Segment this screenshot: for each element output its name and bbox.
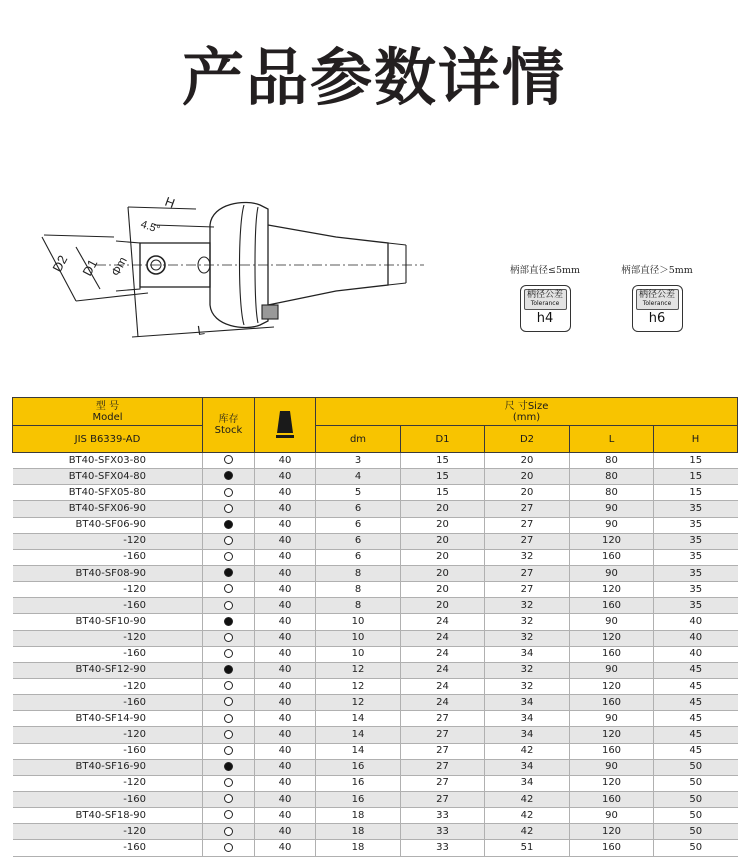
- out-of-stock-icon: [224, 601, 233, 610]
- stock-cell: [203, 533, 255, 549]
- model-cell: -160: [13, 549, 203, 565]
- out-of-stock-icon: [224, 827, 233, 836]
- d2-cell: 27: [485, 533, 570, 549]
- tolerance-label-cn: 柄径公差: [526, 290, 563, 300]
- model-cell: -120: [13, 678, 203, 694]
- h-cell: 35: [654, 598, 738, 614]
- model-cell: BT40-SFX03-80: [13, 453, 203, 469]
- header-stock: 库存 Stock: [203, 398, 255, 453]
- model-cell: -120: [13, 824, 203, 840]
- d1-cell: 15: [401, 469, 485, 485]
- l-cell: 80: [570, 469, 654, 485]
- quantity-cell: 40: [255, 678, 316, 694]
- l-cell: 120: [570, 630, 654, 646]
- model-cell: BT40-SF06-90: [13, 517, 203, 533]
- dm-cell: 14: [316, 727, 401, 743]
- d2-cell: 42: [485, 824, 570, 840]
- d1-cell: 24: [401, 630, 485, 646]
- d2-cell: 20: [485, 453, 570, 469]
- label-d2: D2: [49, 252, 71, 275]
- d1-cell: 27: [401, 775, 485, 791]
- out-of-stock-icon: [224, 584, 233, 593]
- d2-cell: 32: [485, 630, 570, 646]
- model-cell: BT40-SF18-90: [13, 808, 203, 824]
- dm-cell: 18: [316, 808, 401, 824]
- quantity-cell: 40: [255, 743, 316, 759]
- d2-cell: 27: [485, 501, 570, 517]
- quantity-cell: 40: [255, 517, 316, 533]
- tolerance-label-en: Tolerance: [530, 300, 560, 307]
- stock-cell: [203, 582, 255, 598]
- h-cell: 35: [654, 501, 738, 517]
- d1-cell: 20: [401, 565, 485, 581]
- stock-cell: [203, 759, 255, 775]
- tolerance-value: h6: [648, 311, 666, 326]
- d2-cell: 32: [485, 678, 570, 694]
- dm-cell: 4: [316, 469, 401, 485]
- out-of-stock-icon: [224, 681, 233, 690]
- l-cell: 160: [570, 549, 654, 565]
- d2-cell: 51: [485, 840, 570, 856]
- l-cell: 90: [570, 662, 654, 678]
- model-cell: -160: [13, 791, 203, 807]
- in-stock-icon: [224, 520, 233, 529]
- label-l: L: [196, 322, 206, 338]
- dm-cell: 16: [316, 775, 401, 791]
- header-model: 型 号 Model: [13, 398, 203, 426]
- quantity-cell: 40: [255, 727, 316, 743]
- dm-cell: 12: [316, 695, 401, 711]
- h-cell: 50: [654, 775, 738, 791]
- quantity-cell: 40: [255, 662, 316, 678]
- l-cell: 120: [570, 824, 654, 840]
- h-dimension-line: [128, 207, 196, 209]
- dm-cell: 8: [316, 582, 401, 598]
- h-cell: 45: [654, 711, 738, 727]
- in-stock-icon: [224, 471, 233, 480]
- out-of-stock-icon: [224, 552, 233, 561]
- tolerance-badge: [632, 285, 683, 332]
- page-title: 产品参数详情: [181, 41, 566, 114]
- quantity-cell: 40: [255, 808, 316, 824]
- dm-cell: 6: [316, 517, 401, 533]
- d2-cell: 32: [485, 598, 570, 614]
- table-row: [13, 565, 738, 581]
- d1-cell: 33: [401, 824, 485, 840]
- stock-cell: [203, 565, 255, 581]
- quantity-cell: 40: [255, 614, 316, 630]
- quantity-cell: 40: [255, 630, 316, 646]
- stock-cell: [203, 549, 255, 565]
- d1-cell: 24: [401, 646, 485, 662]
- d2-cell: 34: [485, 759, 570, 775]
- d2-cell: 27: [485, 582, 570, 598]
- in-stock-icon: [224, 762, 233, 771]
- stock-cell: [203, 840, 255, 856]
- h-cell: 15: [654, 469, 738, 485]
- stock-cell: [203, 501, 255, 517]
- stock-cell: [203, 808, 255, 824]
- h-cell: 50: [654, 808, 738, 824]
- quantity-cell: 40: [255, 598, 316, 614]
- model-cell: -160: [13, 598, 203, 614]
- table-row: [13, 453, 738, 469]
- l-cell: 160: [570, 646, 654, 662]
- table-row: [13, 549, 738, 565]
- dm-cell: 6: [316, 533, 401, 549]
- table-row: [13, 695, 738, 711]
- out-of-stock-icon: [224, 488, 233, 497]
- d1-cell: 20: [401, 598, 485, 614]
- h-cell: 45: [654, 743, 738, 759]
- model-cell: -120: [13, 582, 203, 598]
- stock-cell: [203, 453, 255, 469]
- l-cell: 160: [570, 598, 654, 614]
- h-cell: 35: [654, 517, 738, 533]
- quantity-cell: 40: [255, 824, 316, 840]
- out-of-stock-icon: [224, 730, 233, 739]
- in-stock-icon: [224, 665, 233, 674]
- d1-cell: 15: [401, 453, 485, 469]
- l-cell: 80: [570, 485, 654, 501]
- d2-cell: 34: [485, 775, 570, 791]
- d1-cell: 24: [401, 614, 485, 630]
- in-stock-icon: [224, 568, 233, 577]
- l-cell: 90: [570, 759, 654, 775]
- quantity-cell: 40: [255, 759, 316, 775]
- out-of-stock-icon: [224, 455, 233, 464]
- quantity-cell: 40: [255, 582, 316, 598]
- header-dm: dm: [316, 426, 401, 453]
- model-cell: -160: [13, 743, 203, 759]
- d2-cell: 32: [485, 662, 570, 678]
- tolerance-value: h4: [536, 311, 554, 326]
- model-cell: -120: [13, 727, 203, 743]
- label-d1: D1: [79, 256, 101, 279]
- stock-cell: [203, 727, 255, 743]
- d1-cell: 15: [401, 485, 485, 501]
- model-cell: BT40-SFX04-80: [13, 469, 203, 485]
- h-cell: 50: [654, 759, 738, 775]
- stock-cell: [203, 517, 255, 533]
- h-cell: 45: [654, 662, 738, 678]
- dm-cell: 10: [316, 630, 401, 646]
- tool-holder-drawing: [36, 185, 426, 350]
- out-of-stock-icon: [224, 778, 233, 787]
- dm-cell: 16: [316, 759, 401, 775]
- table-row: [13, 501, 738, 517]
- table-row: [13, 808, 738, 824]
- tolerance-label-en: Tolerance: [642, 300, 672, 307]
- table-row: [13, 469, 738, 485]
- h-cell: 50: [654, 840, 738, 856]
- d2-cell: 34: [485, 695, 570, 711]
- table-row: [13, 533, 738, 549]
- h-cell: 40: [654, 630, 738, 646]
- tolerance-label-cn: 柄径公差: [638, 290, 675, 300]
- d2-cell: 20: [485, 469, 570, 485]
- quantity-cell: 40: [255, 565, 316, 581]
- tolerance-caption: 柄部直径≤5mm: [509, 265, 581, 276]
- h-cell: 15: [654, 453, 738, 469]
- table-row: [13, 727, 738, 743]
- l-cell: 90: [570, 808, 654, 824]
- quantity-cell: 40: [255, 840, 316, 856]
- table-row: [13, 711, 738, 727]
- d1-cell: 24: [401, 695, 485, 711]
- stock-cell: [203, 646, 255, 662]
- quantity-cell: 40: [255, 485, 316, 501]
- out-of-stock-icon: [224, 746, 233, 755]
- in-stock-icon: [224, 617, 233, 626]
- l-cell: 120: [570, 533, 654, 549]
- quantity-cell: 40: [255, 775, 316, 791]
- d1-cell: 27: [401, 743, 485, 759]
- dm-cell: 18: [316, 840, 401, 856]
- dm-cell: 12: [316, 678, 401, 694]
- d1-cell: 27: [401, 727, 485, 743]
- header-l: L: [570, 426, 654, 453]
- l-cell: 90: [570, 501, 654, 517]
- h-cell: 45: [654, 678, 738, 694]
- dm-cell: 10: [316, 646, 401, 662]
- table-row: [13, 517, 738, 533]
- h-cell: 35: [654, 582, 738, 598]
- d1-cell: 20: [401, 549, 485, 565]
- stock-cell: [203, 695, 255, 711]
- d1-cell: 20: [401, 501, 485, 517]
- d1-cell: 27: [401, 711, 485, 727]
- d2-cell: 34: [485, 727, 570, 743]
- model-cell: BT40-SFX05-80: [13, 485, 203, 501]
- d1-cell: 33: [401, 840, 485, 856]
- l-cell: 160: [570, 791, 654, 807]
- l-cell: 90: [570, 614, 654, 630]
- dm-cell: 14: [316, 711, 401, 727]
- stock-cell: [203, 711, 255, 727]
- model-cell: -120: [13, 630, 203, 646]
- header-standard: JIS B6339-AD: [13, 426, 203, 453]
- spec-table: [12, 397, 738, 857]
- model-cell: BT40-SF08-90: [13, 565, 203, 581]
- d2-cell: 32: [485, 549, 570, 565]
- quantity-cell: 40: [255, 791, 316, 807]
- stock-cell: [203, 598, 255, 614]
- table-row: [13, 582, 738, 598]
- table-row: [13, 598, 738, 614]
- d2-cell: 42: [485, 791, 570, 807]
- model-cell: -160: [13, 840, 203, 856]
- table-row: [13, 646, 738, 662]
- l-cell: 90: [570, 517, 654, 533]
- d2-cell: 42: [485, 743, 570, 759]
- quantity-cell: 40: [255, 453, 316, 469]
- d2-cell: 20: [485, 485, 570, 501]
- table-row: [13, 775, 738, 791]
- header-d1: D1: [401, 426, 485, 453]
- stock-cell: [203, 662, 255, 678]
- l-cell: 120: [570, 678, 654, 694]
- stock-cell: [203, 469, 255, 485]
- stock-cell: [203, 630, 255, 646]
- dm-cell: 12: [316, 662, 401, 678]
- stock-cell: [203, 614, 255, 630]
- dm-cell: 14: [316, 743, 401, 759]
- stock-cell: [203, 485, 255, 501]
- d2-cell: 34: [485, 646, 570, 662]
- l-cell: 90: [570, 565, 654, 581]
- dm-cell: 10: [316, 614, 401, 630]
- quantity-cell: 40: [255, 646, 316, 662]
- table-row: [13, 791, 738, 807]
- l-cell: 120: [570, 582, 654, 598]
- d1-cell: 27: [401, 759, 485, 775]
- quantity-cell: 40: [255, 549, 316, 565]
- dm-cell: 18: [316, 824, 401, 840]
- table-row: [13, 485, 738, 501]
- model-cell: -160: [13, 646, 203, 662]
- dm-cell: 3: [316, 453, 401, 469]
- tolerance-caption: 柄部直径＞5mm: [621, 265, 693, 276]
- d1-cell: 24: [401, 678, 485, 694]
- tolerance-h4: [500, 262, 590, 332]
- table-row: [13, 614, 738, 630]
- d1-cell: 33: [401, 808, 485, 824]
- dm-cell: 16: [316, 791, 401, 807]
- d1-cell: 20: [401, 533, 485, 549]
- table-row: [13, 840, 738, 856]
- out-of-stock-icon: [224, 810, 233, 819]
- d2-cell: 27: [485, 565, 570, 581]
- d2-cell: 32: [485, 614, 570, 630]
- model-cell: -160: [13, 695, 203, 711]
- out-of-stock-icon: [224, 504, 233, 513]
- l-cell: 120: [570, 775, 654, 791]
- stock-cell: [203, 791, 255, 807]
- quantity-cell: 40: [255, 501, 316, 517]
- out-of-stock-icon: [224, 536, 233, 545]
- table-row: [13, 630, 738, 646]
- label-dm: Φm: [108, 254, 130, 279]
- out-of-stock-icon: [224, 697, 233, 706]
- label-angle: 4.5°: [139, 218, 162, 236]
- out-of-stock-icon: [224, 714, 233, 723]
- table-row: [13, 662, 738, 678]
- d1-cell: 20: [401, 582, 485, 598]
- header-size: 尺 寸Size (mm): [316, 398, 738, 426]
- l-cell: 160: [570, 695, 654, 711]
- h-cell: 45: [654, 727, 738, 743]
- out-of-stock-icon: [224, 794, 233, 803]
- dm-cell: 8: [316, 598, 401, 614]
- model-cell: BT40-SF12-90: [13, 662, 203, 678]
- tolerance-badge: [520, 285, 571, 332]
- l-dimension-line: [128, 207, 138, 337]
- model-cell: BT40-SFX06-90: [13, 501, 203, 517]
- h-cell: 35: [654, 533, 738, 549]
- h-cell: 50: [654, 791, 738, 807]
- d2-cell: 27: [485, 517, 570, 533]
- label-h: H: [162, 193, 177, 212]
- quantity-cell: 40: [255, 711, 316, 727]
- l-cell: 160: [570, 840, 654, 856]
- out-of-stock-icon: [224, 649, 233, 658]
- h-cell: 45: [654, 695, 738, 711]
- h-cell: 40: [654, 614, 738, 630]
- quantity-cell: 40: [255, 695, 316, 711]
- table-row: [13, 824, 738, 840]
- spec-table-body: [13, 453, 738, 857]
- table-row: [13, 759, 738, 775]
- out-of-stock-icon: [224, 633, 233, 642]
- h-cell: 35: [654, 565, 738, 581]
- h-cell: 35: [654, 549, 738, 565]
- quantity-cell: 40: [255, 533, 316, 549]
- h-cell: 40: [654, 646, 738, 662]
- model-cell: -120: [13, 775, 203, 791]
- quantity-icon: [274, 409, 296, 439]
- model-cell: -120: [13, 533, 203, 549]
- table-row: [13, 678, 738, 694]
- quantity-cell: 40: [255, 469, 316, 485]
- l-cell: 90: [570, 711, 654, 727]
- model-cell: BT40-SF14-90: [13, 711, 203, 727]
- d1-cell: 20: [401, 517, 485, 533]
- stock-cell: [203, 678, 255, 694]
- table-row: [13, 743, 738, 759]
- d1-cell: 24: [401, 662, 485, 678]
- out-of-stock-icon: [224, 843, 233, 852]
- dm-cell: 8: [316, 565, 401, 581]
- stock-cell: [203, 775, 255, 791]
- stock-cell: [203, 743, 255, 759]
- model-cell: BT40-SF16-90: [13, 759, 203, 775]
- dm-cell: 5: [316, 485, 401, 501]
- d2-cell: 34: [485, 711, 570, 727]
- dm-cell: 6: [316, 501, 401, 517]
- model-cell: BT40-SF10-90: [13, 614, 203, 630]
- d2-cell: 42: [485, 808, 570, 824]
- l-cell: 160: [570, 743, 654, 759]
- l-cell: 80: [570, 453, 654, 469]
- header-h: H: [654, 426, 738, 453]
- d1-cell: 27: [401, 791, 485, 807]
- header-d2: D2: [485, 426, 570, 453]
- header-quantity: [255, 398, 316, 453]
- h-cell: 50: [654, 824, 738, 840]
- h-cell: 15: [654, 485, 738, 501]
- l-cell: 120: [570, 727, 654, 743]
- tolerance-h6: [612, 262, 702, 332]
- stock-cell: [203, 824, 255, 840]
- dm-cell: 6: [316, 549, 401, 565]
